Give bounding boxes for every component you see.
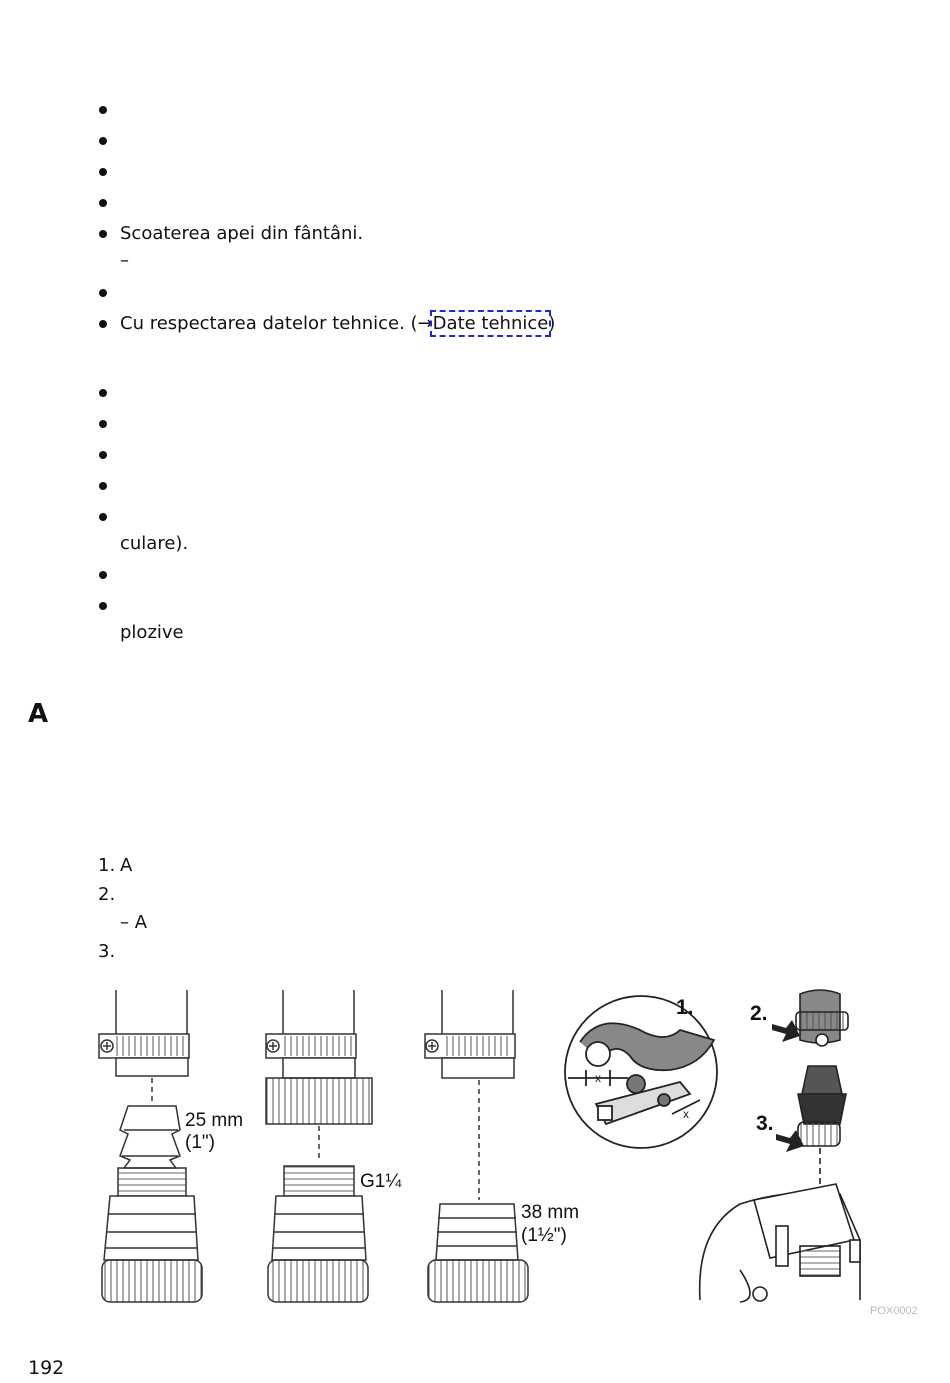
list-item-continuation: plozive xyxy=(120,622,184,643)
step-label-2: 2. xyxy=(750,1002,768,1025)
pump-inlet-assembly xyxy=(700,990,860,1302)
sub-item-dash: – xyxy=(120,250,129,271)
hose-assembly-38mm xyxy=(425,990,528,1302)
hose-assembly-g114 xyxy=(266,990,372,1302)
step-number: 2. xyxy=(98,884,116,905)
step-label-3: 3. xyxy=(756,1112,774,1135)
section-heading: A xyxy=(28,699,49,729)
cutting-detail xyxy=(565,996,717,1148)
figure-code: POX0002 xyxy=(870,1305,918,1317)
step-number: 1. xyxy=(98,855,116,876)
label-25mm: 25 mm xyxy=(185,1110,244,1131)
label-38mm: 38 mm xyxy=(521,1202,580,1223)
page-number: 192 xyxy=(28,1357,65,1379)
label-g114: G1¼ xyxy=(360,1171,402,1192)
list-item-text: Scoaterea apei din fântâni. xyxy=(120,223,364,244)
label-1-inch: (1") xyxy=(185,1132,215,1153)
step-sub-item: – A xyxy=(120,912,148,933)
list-item-suffix: ) xyxy=(548,313,556,334)
detail-x-label: x xyxy=(595,1071,601,1085)
list-item-continuation: culare). xyxy=(120,533,189,554)
label-1-half-inch: (1½") xyxy=(521,1225,567,1246)
date-tehnice-link[interactable]: Date tehnice xyxy=(432,313,549,334)
step-number: 3. xyxy=(98,941,116,962)
list-item-prefix: Cu respectarea datelor tehnice. (→ xyxy=(120,313,433,334)
detail-x-label-2: x xyxy=(683,1107,689,1121)
step-label-1: 1. xyxy=(676,996,694,1019)
step-text: A xyxy=(120,855,133,876)
